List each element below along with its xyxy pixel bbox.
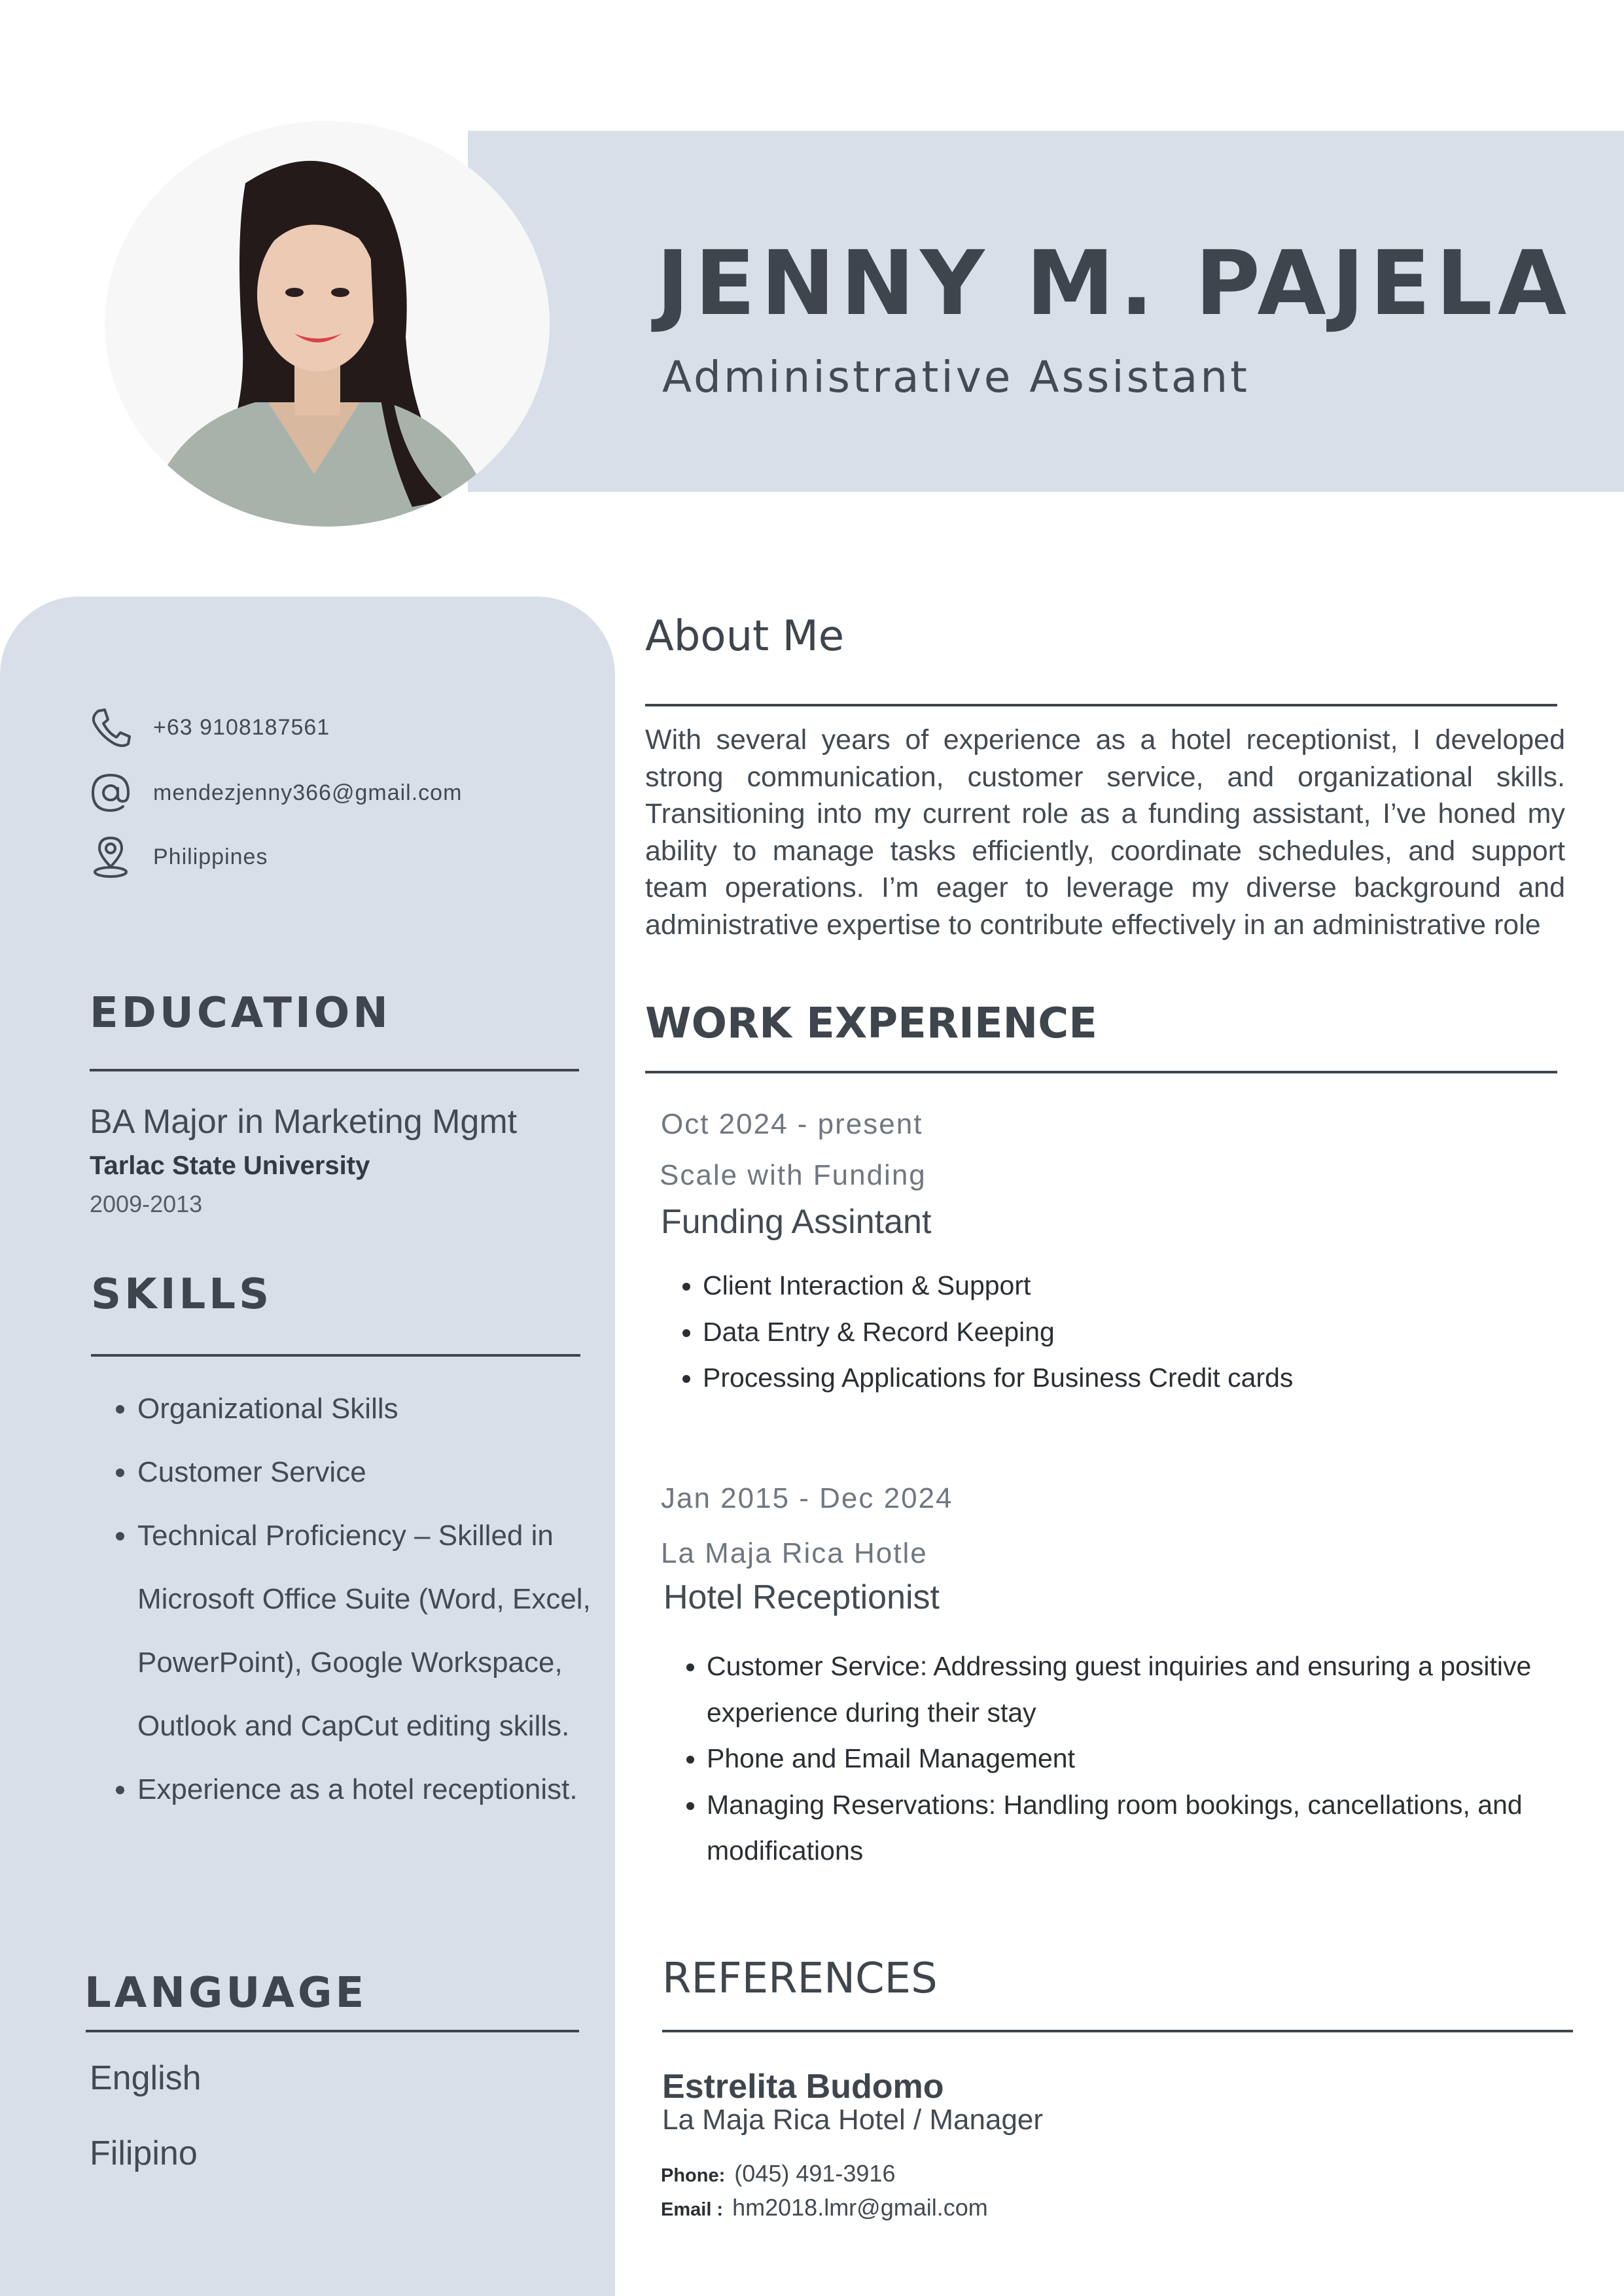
contact-location: [85, 831, 268, 883]
phone-text: +63 9108187561: [153, 714, 330, 740]
skills-heading: SKILLS: [91, 1270, 273, 1319]
email-at-icon: [85, 767, 136, 818]
skill-item: • Technical Proficiency – Skilled in Microsoft Office Suite (Word, Excel, PowerPoint), Google Workspace, Outlook and CapCut editing skills.: [137, 1504, 635, 1758]
education-divider: [90, 1069, 579, 1071]
job-bullets: [666, 1643, 1603, 1874]
job-bullet: • Data Entry & Record Keeping: [703, 1309, 1606, 1355]
reference-phone: [661, 2160, 895, 2187]
job-bullet: • Processing Applications for Business Credit cards: [703, 1355, 1606, 1401]
candidate-name: JENNY M. PAJELA: [656, 232, 1572, 336]
about-heading: About Me: [645, 612, 845, 661]
job-company: Scale with Funding: [660, 1159, 927, 1191]
about-text: With several years of experience as a hotel receptionist, I developed strong communication, customer service, and organizational skills. Transitioning into my current role as a funding assistant, I’ve honed my ability to manage tasks efficiently, coordinate schedules, and support team operations. I’m eager to leverage my diverse background and administrative expertise to contribute effectively in an administrative role: [645, 724, 1565, 941]
skill-item: • Customer Service: [137, 1440, 635, 1504]
skills-list: [98, 1377, 635, 1821]
reference-phone-label: Phone:: [661, 2165, 726, 2186]
location-pin-icon: [85, 831, 136, 882]
profile-photo: [105, 121, 550, 527]
education-school: Tarlac State University: [90, 1151, 370, 1180]
job-company: La Maja Rica Hotle: [661, 1537, 928, 1569]
work-heading: WORK EXPERIENCE: [645, 1000, 1097, 1048]
reference-title: La Maja Rica Hotel / Manager: [662, 2104, 1044, 2136]
contact-phone: [85, 701, 330, 754]
education-years: 2009-2013: [90, 1191, 203, 1217]
job-role: Funding Assintant: [661, 1203, 932, 1241]
skill-item: • Organizational Skills: [137, 1377, 635, 1440]
work-divider: [645, 1071, 1557, 1073]
email-text: mendezjenny366@gmail.com: [153, 780, 463, 805]
reference-phone-value: (045) 491-3916: [734, 2160, 896, 2187]
language-item: English: [90, 2059, 202, 2097]
skills-divider: [91, 1354, 580, 1357]
education-degree: BA Major in Marketing Mgmt: [90, 1103, 518, 1141]
language-item: Filipino: [90, 2134, 198, 2172]
job-bullet: • Phone and Email Management: [707, 1735, 1603, 1782]
skill-item: • Experience as a hotel receptionist.: [137, 1758, 635, 1821]
contact-email: [85, 767, 462, 819]
job-role: Hotel Receptionist: [663, 1578, 940, 1616]
job-dates: Jan 2015 - Dec 2024: [661, 1482, 953, 1514]
education-heading: EDUCATION: [90, 989, 391, 1037]
reference-email-value: hm2018.lmr@gmail.com: [732, 2194, 988, 2221]
job-bullet: • Customer Service: Addressing guest inquiries and ensuring a positive experience during their stay: [707, 1643, 1603, 1735]
job-bullets: [662, 1262, 1606, 1401]
reference-email-label: Email :: [661, 2199, 724, 2220]
language-divider: [86, 2030, 579, 2032]
references-divider: [662, 2030, 1573, 2032]
job-dates: Oct 2024 - present: [661, 1108, 923, 1140]
about-divider: [645, 704, 1557, 706]
reference-name: Estrelita Budomo: [662, 2068, 944, 2106]
language-heading: LANGUAGE: [84, 1969, 368, 2017]
job-bullet: • Client Interaction & Support: [703, 1262, 1606, 1309]
job-bullet: • Managing Reservations: Handling room bookings, cancellations, and modifications: [707, 1782, 1603, 1874]
phone-icon: [85, 702, 136, 753]
location-text: Philippines: [153, 844, 268, 869]
candidate-title: Administrative Assistant: [662, 352, 1250, 402]
reference-email: [661, 2194, 988, 2221]
references-heading: REFERENCES: [662, 1955, 938, 2003]
